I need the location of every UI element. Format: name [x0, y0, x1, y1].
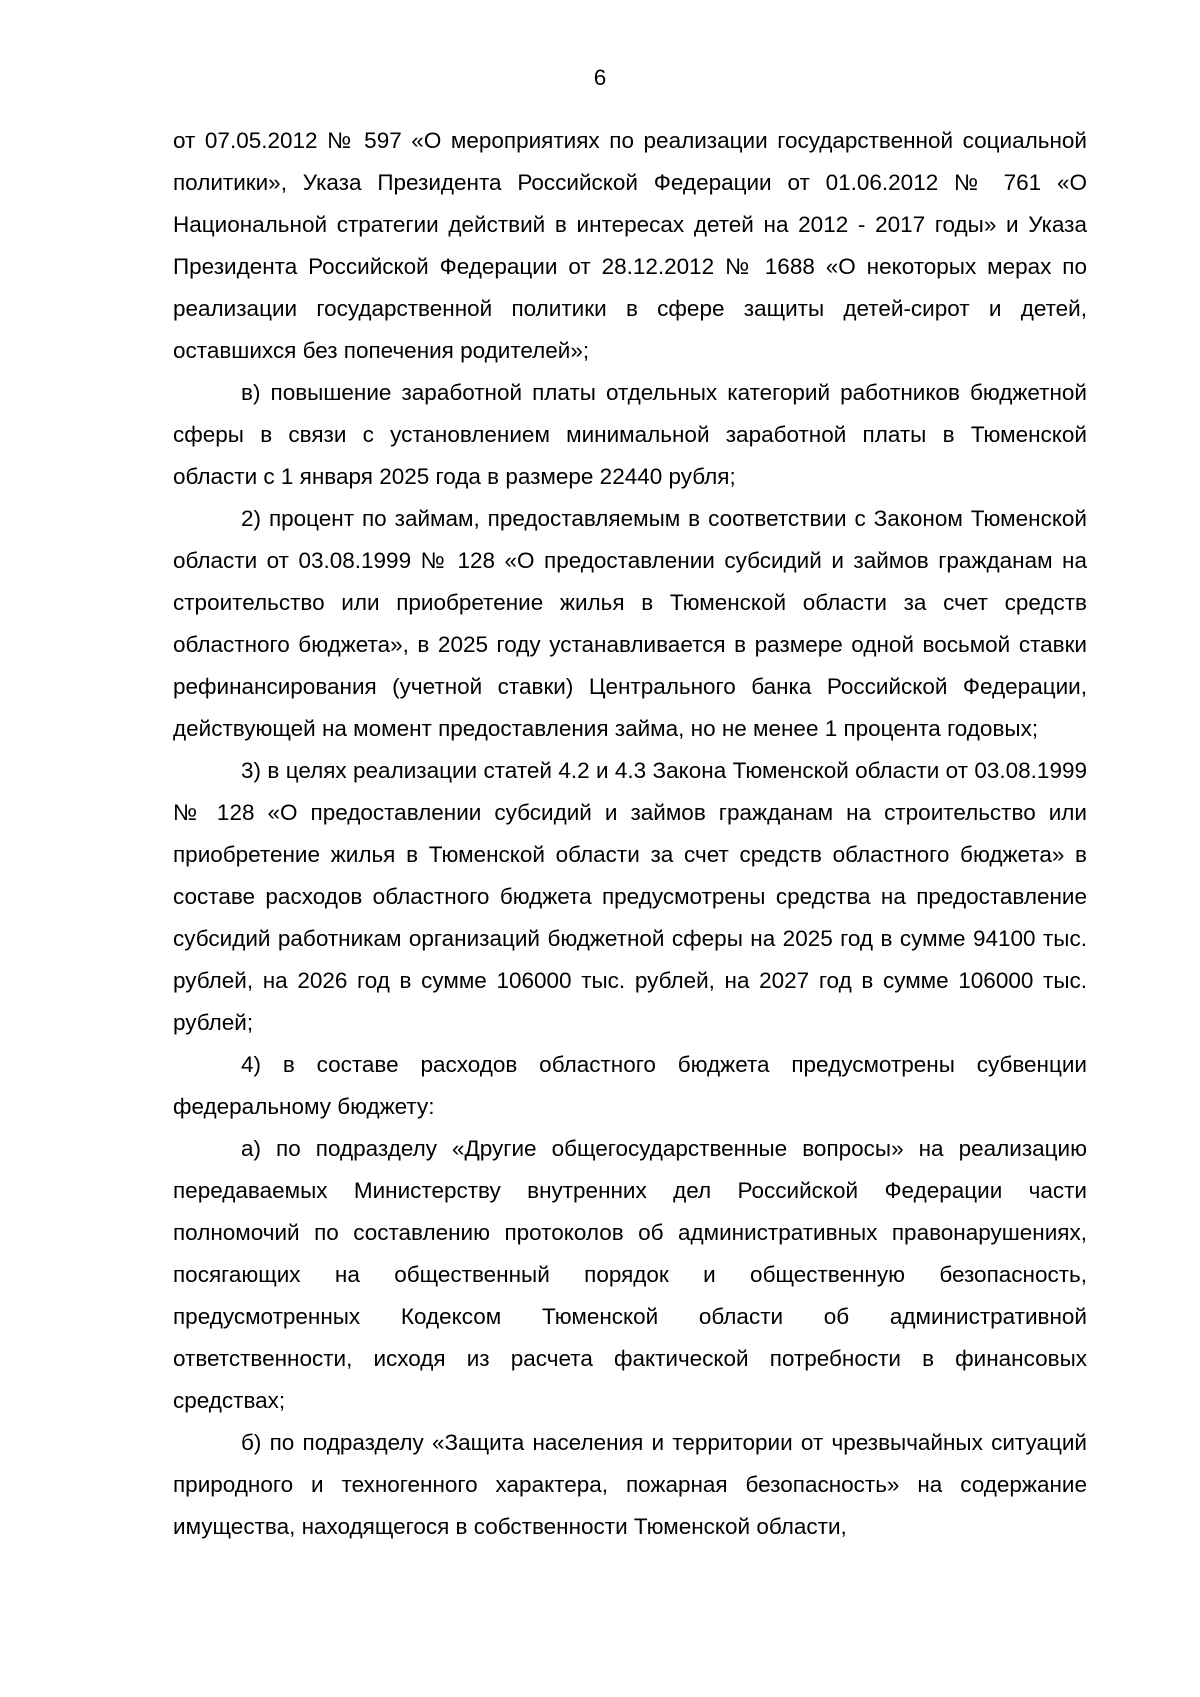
- page-number: 6: [593, 65, 607, 90]
- paragraph-item-a: а) по подразделу «Другие общегосударственные вопросы» на реализацию передаваемых Министерству внутренних дел Российской Федерации части полномочий по составлению протоколов об административных правонарушениях, посягающих на общественный порядок и общественную безопасность, предусмотренных Кодексом Тюменской области об административной ответственности, исходя из расчета фактической потребности в финансовых средствах;: [173, 1136, 1087, 1413]
- paragraph-continuation: от 07.05.2012 № 597 «О мероприятиях по реализации государственной социальной политики», Указа Президента Российской Федерации от 01.06.2012 № 761 «О Национальной стратегии действий в интересах детей на 2012 - 2017 годы» и Указа Президента Российской Федерации от 28.12.2012 № 1688 «О некоторых мерах по реализации государственной политики в сфере защиты детей-сирот и детей, оставшихся без попечения родителей»;: [173, 128, 1087, 363]
- paragraph-item-4: 4) в составе расходов областного бюджета предусмотрены субвенции федеральному бюджету:: [173, 1052, 1087, 1119]
- paragraph-item-3: 3) в целях реализации статей 4.2 и 4.3 Закона Тюменской области от 03.08.1999 № 128 «О предоставлении субсидий и займов гражданам на строительство или приобретение жилья в Тюменской области за счет средств областного бюджета» в составе расходов областного бюджета предусмотрены средства на предоставление субсидий работникам организаций бюджетной сферы на 2025 год в сумме 94100 тыс. рублей, на 2026 год в сумме 106000 тыс. рублей, на 2027 год в сумме 106000 тыс. рублей;: [173, 758, 1087, 1035]
- paragraph-item-2: 2) процент по займам, предоставляемым в соответствии с Законом Тюменской области от 03.08.1999 № 128 «О предоставлении субсидий и займов гражданам на строительство или приобретение жилья в Тюменской области за счет средств областного бюджета», в 2025 году устанавливается в размере одной восьмой ставки рефинансирования (учетной ставки) Центрального банка Российской Федерации, действующей на момент предоставления займа, но не менее 1 процента годовых;: [173, 506, 1087, 741]
- document-body: [173, 120, 1087, 1548]
- paragraph-item-b: б) по подразделу «Защита населения и территории от чрезвычайных ситуаций природного и техногенного характера, пожарная безопасность» на содержание имущества, находящегося в собственности Тюменской области,: [173, 1430, 1087, 1539]
- paragraph-item-v: в) повышение заработной платы отдельных категорий работников бюджетной сферы в связи с установлением минимальной заработной платы в Тюменской области с 1 января 2025 года в размере 22440 рубля;: [173, 380, 1087, 489]
